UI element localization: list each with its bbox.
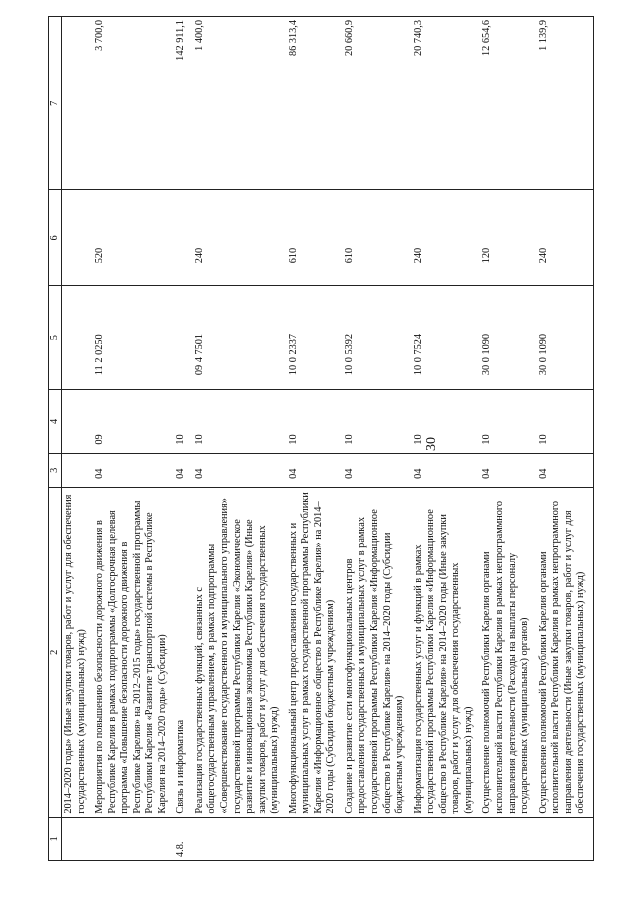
table-row bbox=[343, 17, 412, 861]
row-amount-cell: 20 740,3 bbox=[412, 17, 481, 190]
row-number-cell: 4.8. bbox=[174, 817, 193, 860]
row-section-cell: 04 bbox=[412, 453, 481, 487]
row-number-cell bbox=[193, 817, 287, 860]
row-target-article-cell: 10 0 2337 bbox=[287, 286, 343, 390]
row-expense-type-cell: 610 bbox=[343, 190, 412, 286]
row-number-cell bbox=[93, 817, 174, 860]
row-expense-type-cell: 240 bbox=[193, 190, 287, 286]
row-number-cell bbox=[537, 817, 594, 860]
row-number-cell bbox=[62, 817, 94, 860]
row-description-cell: Многофункциональный центр предоставления государственных и муниципальных услуг в рамках государственной программы Республики Карелия «Информационное общество в Республике Карелия» на 2014–2020 годы (Субсидии бюджетным учреждениям) bbox=[287, 487, 343, 817]
row-amount-cell bbox=[62, 17, 94, 190]
table-row bbox=[193, 17, 287, 861]
row-target-article-cell: 10 0 7524 bbox=[412, 286, 481, 390]
row-subsection-cell: 10 bbox=[480, 390, 536, 454]
row-expense-type-cell: 240 bbox=[412, 190, 481, 286]
table-row bbox=[537, 17, 594, 861]
row-target-article-cell bbox=[62, 286, 94, 390]
row-description-cell: 2014–2020 годы» (Иные закупки товаров, работ и услуг для обеспечения государственных (муниципальных) нужд) bbox=[62, 487, 94, 817]
row-expense-type-cell: 120 bbox=[480, 190, 536, 286]
row-description-cell: Мероприятия по повышению безопасности дорожного движения в Республике Карелия в рамках подпрограммы «Долгосрочная целевая программа «Повышение безопасности дорожного движения в Республике Карелия» на 2012–2015 годы» государственной программы Республики Карелия «Развитие транспортной системы в Республике Карелия на 2014–2020 годы» (Субсидии) bbox=[93, 487, 174, 817]
row-subsection-cell: 10 bbox=[193, 390, 287, 454]
header-col-1: 1 bbox=[49, 817, 62, 860]
header-col-3: 3 bbox=[49, 453, 62, 487]
table-row bbox=[174, 17, 193, 861]
row-target-article-cell: 10 0 5392 bbox=[343, 286, 412, 390]
row-amount-cell: 1 139,9 bbox=[537, 17, 594, 190]
row-number-cell bbox=[287, 817, 343, 860]
row-description-cell: Связь и информатика bbox=[174, 487, 193, 817]
row-amount-cell: 1 400,0 bbox=[193, 17, 287, 190]
page-number: 30 bbox=[424, 437, 439, 451]
row-subsection-cell: 09 bbox=[93, 390, 174, 454]
row-amount-cell: 142 911,1 bbox=[174, 17, 193, 190]
row-subsection-cell: 10 bbox=[412, 390, 481, 454]
table-header-row bbox=[49, 17, 62, 861]
header-col-5: 5 bbox=[49, 286, 62, 390]
row-subsection-cell: 10 bbox=[537, 390, 594, 454]
table-row bbox=[287, 17, 343, 861]
row-description-cell: Реализация государственных функций, связанных с общегосударственным управлением, в рамках подпрограммы «Совершенствование государственного и муниципального управления» государственной программы Республики Карелия «Экономическое развитие и инновационная экономика Республики Карелия» (Иные закупки товаров, работ и услуг для обеспечения государственных (муниципальных) нужд) bbox=[193, 487, 287, 817]
row-target-article-cell bbox=[174, 286, 193, 390]
row-section-cell: 04 bbox=[480, 453, 536, 487]
header-col-6: 6 bbox=[49, 190, 62, 286]
table-row bbox=[93, 17, 174, 861]
row-section-cell: 04 bbox=[93, 453, 174, 487]
row-target-article-cell: 09 4 7501 bbox=[193, 286, 287, 390]
row-subsection-cell: 10 bbox=[174, 390, 193, 454]
row-subsection-cell bbox=[62, 390, 94, 454]
row-expense-type-cell bbox=[62, 190, 94, 286]
table-row bbox=[480, 17, 536, 861]
row-description-cell: Осуществление полномочий Республики Карелия органами исполнительной власти Республики Карелия в рамках непрограммного направления деятельности (Расходы на выплаты персоналу государственных (муниципальных) органов) bbox=[480, 487, 536, 817]
row-section-cell bbox=[62, 453, 94, 487]
row-amount-cell: 20 660,9 bbox=[343, 17, 412, 190]
header-col-7: 7 bbox=[49, 17, 62, 190]
row-description-cell: Информатизация государственных услуг и функций в рамках государственной программы Республики Карелия «Информационное общество в Республике Карелия» на 2014–2020 годы (Иные закупки товаров, работ и услуг для обеспечения государственных (муниципальных) нужд) bbox=[412, 487, 481, 817]
row-subsection-cell: 10 bbox=[343, 390, 412, 454]
header-col-4: 4 bbox=[49, 390, 62, 454]
row-section-cell: 04 bbox=[537, 453, 594, 487]
row-subsection-cell: 10 bbox=[287, 390, 343, 454]
row-expense-type-cell: 240 bbox=[537, 190, 594, 286]
budget-table bbox=[48, 16, 594, 861]
row-expense-type-cell bbox=[174, 190, 193, 286]
row-section-cell: 04 bbox=[287, 453, 343, 487]
row-target-article-cell: 30 0 1090 bbox=[537, 286, 594, 390]
rotated-table-container bbox=[48, 16, 618, 861]
row-number-cell bbox=[480, 817, 536, 860]
row-description-cell: Создание и развитие сети многофункциональных центров предоставления государственных и муниципальных услуг в рамках государственной программы Республики Карелия «Информационное общество в Республике Карелия» на 2014–2020 годы (Субсидии бюджетным учреждениям) bbox=[343, 487, 412, 817]
row-target-article-cell: 30 0 1090 bbox=[480, 286, 536, 390]
row-amount-cell: 86 313,4 bbox=[287, 17, 343, 190]
row-expense-type-cell: 610 bbox=[287, 190, 343, 286]
row-number-cell bbox=[412, 817, 481, 860]
row-section-cell: 04 bbox=[343, 453, 412, 487]
row-description-cell: Осуществление полномочий Республики Карелия органами исполнительной власти Республики Карелия в рамках непрограммного направления деятельности (Иные закупки товаров, работ и услуг для обеспечения государственных (муниципальных) нужд) bbox=[537, 487, 594, 817]
table-row bbox=[62, 17, 94, 861]
table-row bbox=[412, 17, 481, 861]
row-section-cell: 04 bbox=[174, 453, 193, 487]
row-amount-cell: 3 700,0 bbox=[93, 17, 174, 190]
row-number-cell bbox=[343, 817, 412, 860]
header-col-2: 2 bbox=[49, 487, 62, 817]
row-amount-cell: 12 654,6 bbox=[480, 17, 536, 190]
row-section-cell: 04 bbox=[193, 453, 287, 487]
row-expense-type-cell: 520 bbox=[93, 190, 174, 286]
row-target-article-cell: 11 2 0250 bbox=[93, 286, 174, 390]
